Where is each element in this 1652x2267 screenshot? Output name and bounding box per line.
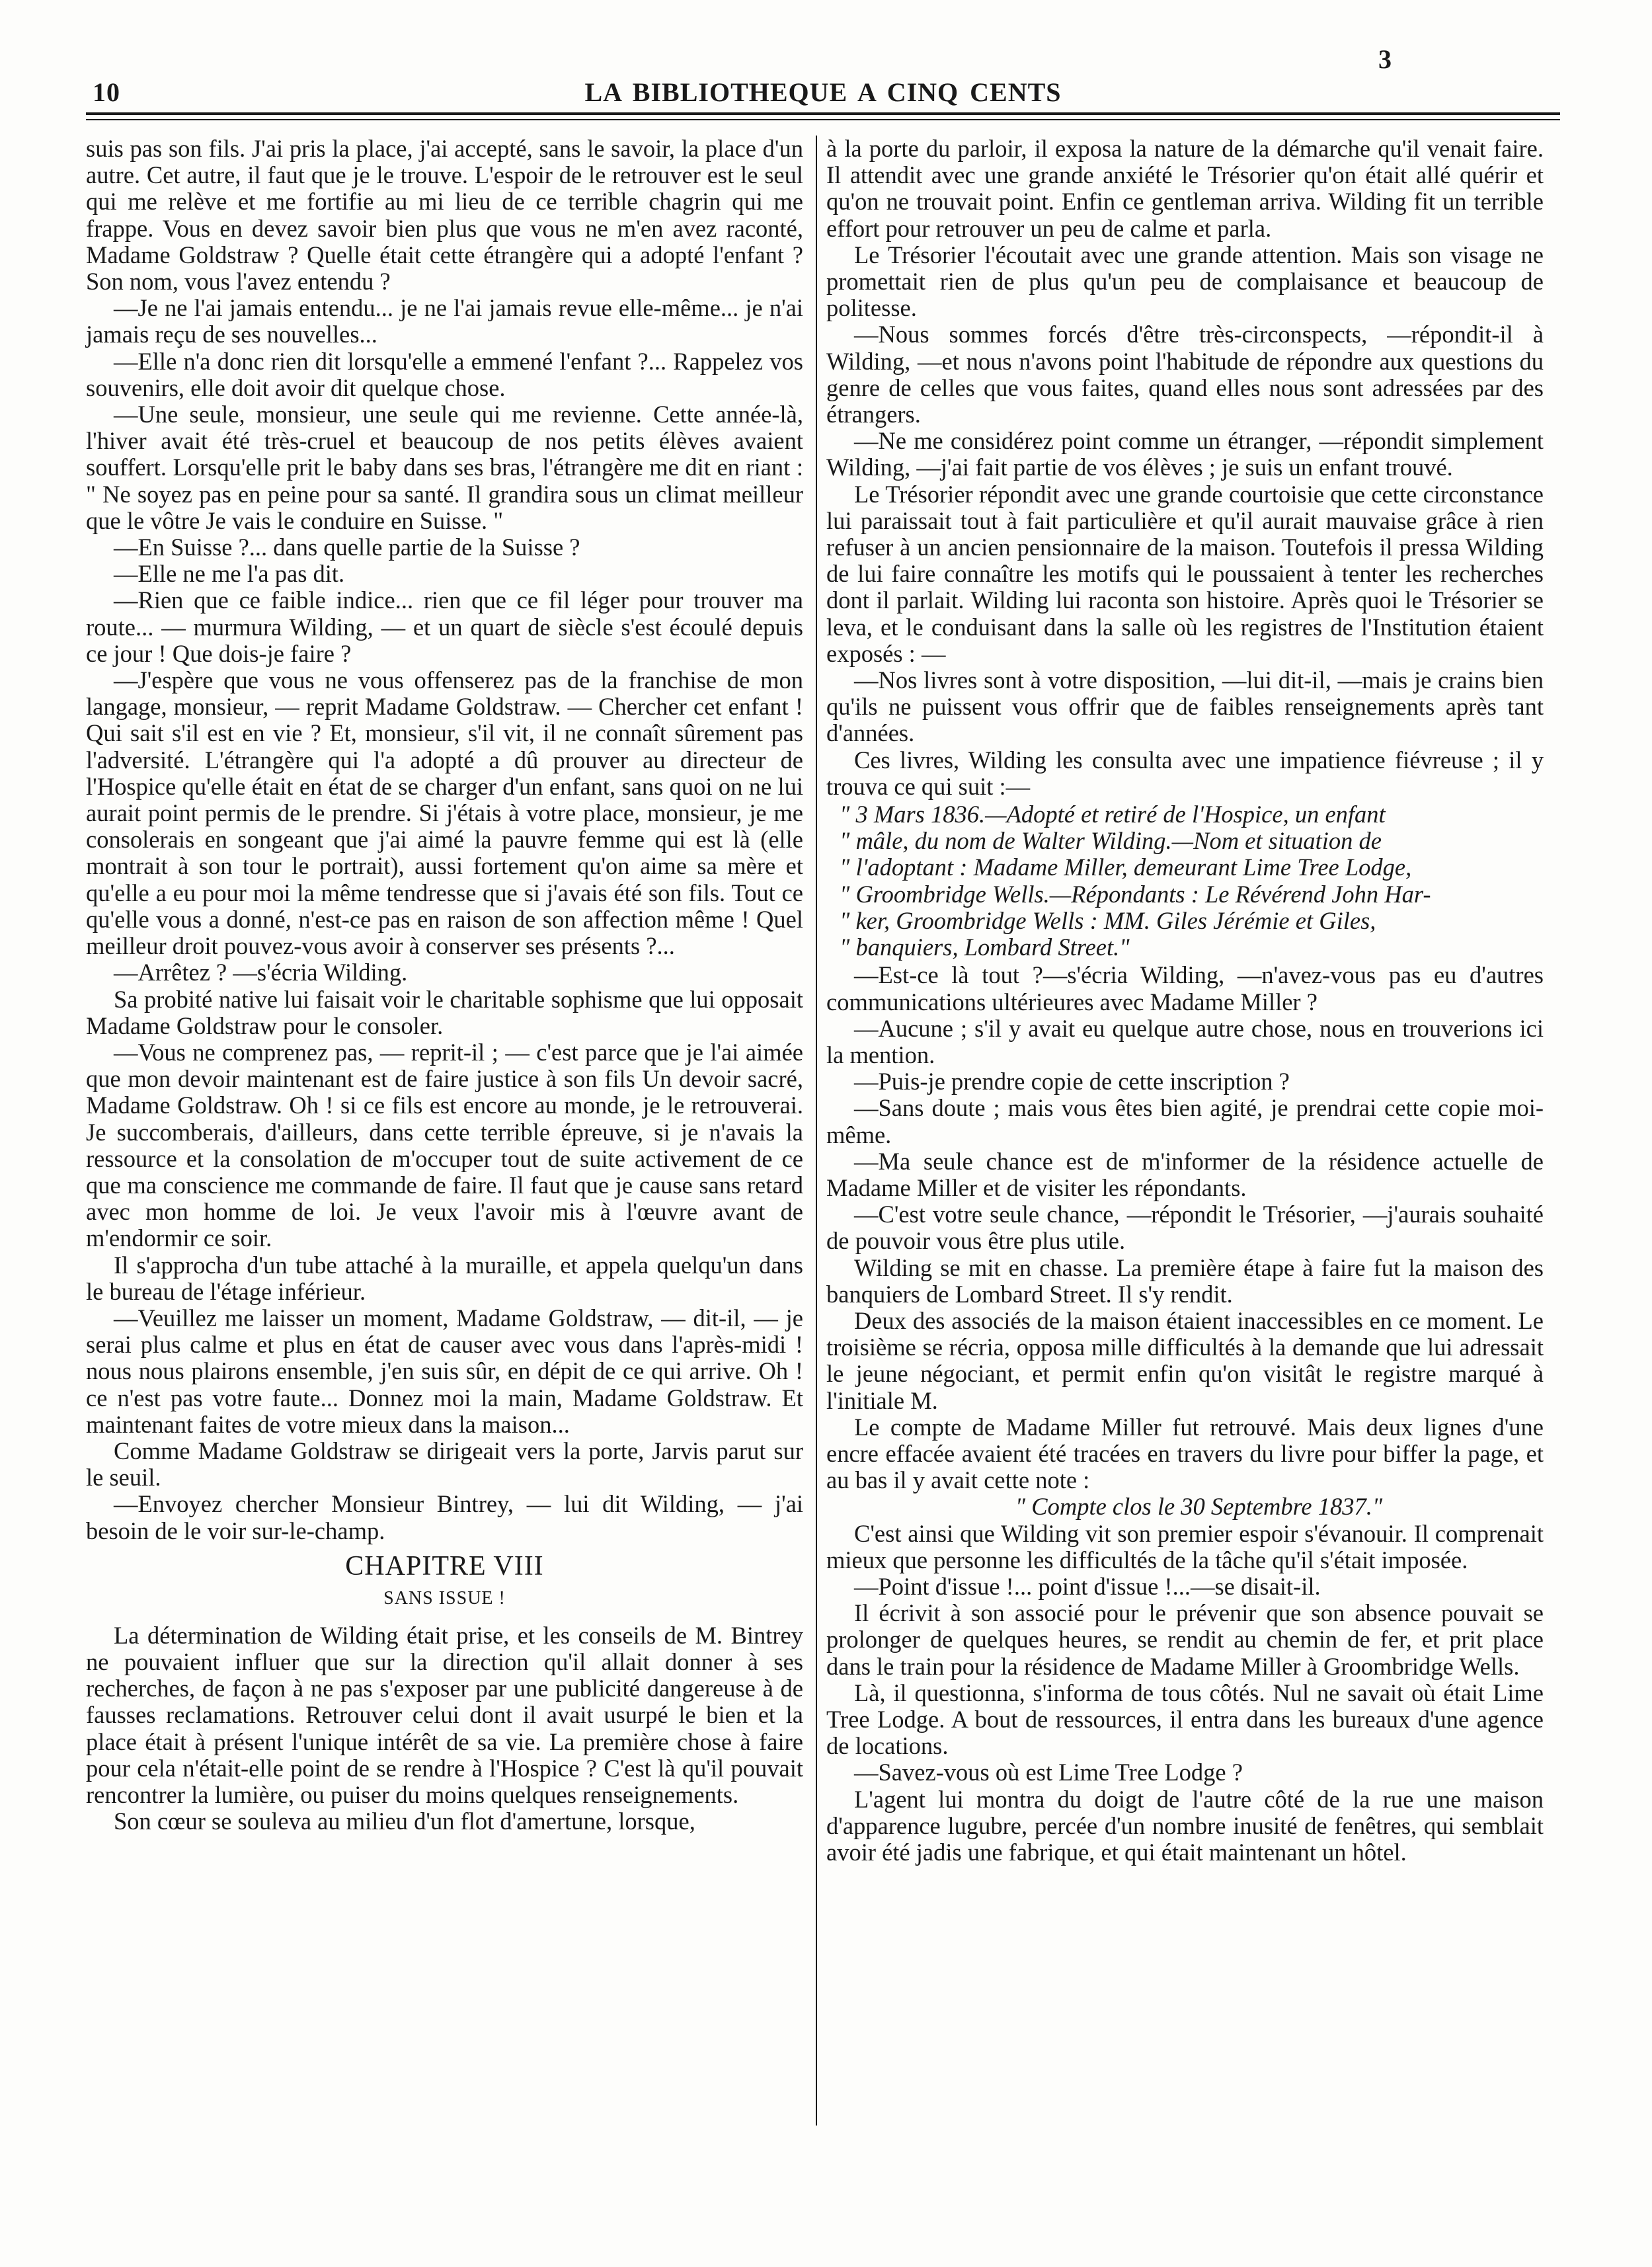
paragraph: —Elle ne me l'a pas dit. [114, 560, 345, 588]
paragraph: —J'espère que vous ne vous offenserez pas de la franchise de mon langage, monsieur, — reprit Madame Goldstraw. — Chercher cet enfant ! Qui sait s'il est en vie ? Et, monsieur, s'il vit, il ne connaît sûrement pas l'adversité. L'étrangère qui l'a adopté a dû prouver au directeur de l'Hospice qu'elle était en état de se charger d'un enfant, sans quoi on ne lui aurait point permis de le prendre. Si j'étais à votre place, monsieur, je me consolerais en songeant que j'ai aimé la pauvre femme qui est là (elle montrait à son tour le portrait), aussi fortement qu'on aime sa mère et qu'elle a eu pour moi la même tendresse que si j'avais été son fils. Tout ce qu'elle vous a donné, n'est-ce pas en raison de son affection même ! Quel meilleur droit pouvez-vous avoir à conserver ses présents ?... [86, 666, 803, 960]
paragraph: Là, il questionna, s'informa de tous côtés. Nul ne savait où était Lime Tree Lodge. A bout de ressources, il entra dans les bureaux d'une agence de locations. [826, 1679, 1544, 1760]
chapter-subtitle: SANS ISSUE ! [383, 1587, 506, 1609]
paragraph: —Ne me considérez point comme un étranger, —répondit simplement Wilding, —j'ai fait partie de vos élèves ; je suis un enfant trouvé. [826, 427, 1544, 481]
paragraph: L'agent lui montra du doigt de l'autre côté de la rue une maison d'apparence lugubre, percée d'un nombre inusité de fenêtres, qui semblait avoir été jadis une fabrique, et qui était maintenant un hôtel. [826, 1785, 1544, 1866]
paragraph: —C'est votre seule chance, —répondit le Trésorier, —j'aurais souhaité de pouvoir vous être plus utile. [826, 1201, 1544, 1255]
register-line: " Groombridge Wells.—Répondants : Le Révérend John Har- [840, 880, 1431, 908]
chapter-title: CHAPITRE VIII [345, 1550, 544, 1581]
register-line: " ker, Groombridge Wells : MM. Giles Jérémie et Giles, [840, 906, 1376, 934]
paragraph: Ces livres, Wilding les consulta avec une impatience fiévreuse ; il y trouva ce qui suit :— [826, 746, 1544, 800]
paragraph: Comme Madame Goldstraw se dirigeait vers la porte, Jarvis parut sur le seuil. [86, 1437, 803, 1491]
paragraph: —Sans doute ; mais vous êtes bien agité, je prendrai cette copie moi-même. [826, 1094, 1544, 1148]
paragraph: Deux des associés de la maison étaient inaccessibles en ce moment. Le troisième se récria, opposa mille difficultés à la demande que lui adressait le jeune négociant, et permit enfin qu'on visitât le registre marqué à l'initiale M. [826, 1306, 1544, 1414]
running-head [86, 71, 1560, 111]
paragraph: —Veuillez me laisser un moment, Madame Goldstraw, — dit-il, — je serai plus calme et plus en état de causer avec vous dans l'après-midi ! nous nous plairons ensemble, j'en suis sûr, en dépit de ce qui arrive. Oh ! ce n'est pas votre faute... Donnez moi la main, Madame Goldstraw. Et maintenant faites de votre mieux dans la maison... [86, 1304, 803, 1438]
paragraph: —Ma seule chance est de m'informer de la résidence actuelle de Madame Miller et de visiter les répondants. [826, 1147, 1544, 1201]
register-line: " l'adoptant : Madame Miller, demeurant Lime Tree Lodge, [840, 854, 1412, 881]
paragraph: —Une seule, monsieur, une seule qui me revienne. Cette année-là, l'hiver avait été très-cruel et beaucoup de nos petits élèves avaient souffert. Lorsqu'elle prit le baby dans ses bras, l'étrangère me dit en riant : " Ne soyez pas en peine pour sa santé. Il grandira sous un climat meilleur que le vôtre Je vais le conduire en Suisse. " [86, 401, 803, 534]
register-entry [826, 801, 1544, 961]
paragraph: —Point d'issue !... point d'issue !...—se disait-il. [854, 1572, 1321, 1600]
right-column [826, 136, 1544, 1866]
paragraph: La détermination de Wilding était prise, et les conseils de M. Bintrey ne pouvaient influer que sur la direction qu'il allait donner à ses recherches, de façon à ne pas s'exposer par une publicité dangereuse à de fausses reclamations. Retrouver celui dont il avait usurpé le bien et la place était à présent l'unique intérêt de sa vie. La première chose à faire pour cela n'était-elle point de se rendre à l'Hospice ? C'est là qu'il pouvait rencontrer la lumière, ou puiser du moins quelques renseignements. [86, 1621, 803, 1808]
paragraph: Wilding se mit en chasse. La première étape à faire fut la maison des banquiers de Lombard Street. Il s'y rendit. [826, 1253, 1544, 1308]
paragraph: —Je ne l'ai jamais entendu... je ne l'ai jamais revue elle-même... je n'ai jamais reçu de ses nouvelles... [86, 294, 803, 348]
paragraph: —Arrêtez ? —s'écria Wilding. [114, 959, 408, 986]
paragraph: —Rien que ce faible indice... rien que ce fil léger pour trouver ma route... — murmura Wilding, — et un quart de siècle s'est écoulé depuis ce jour ! Que dois-je faire ? [86, 586, 803, 667]
paragraph: —Nos livres sont à votre disposition, —lui dit-il, —mais je crains bien qu'ils ne puissent vous offrir que de faibles renseignements après tant d'années. [826, 666, 1544, 747]
page-number: 10 [93, 77, 120, 107]
paragraph: Il écrivit à son associé pour le prévenir que son absence pouvait se prolonger de quelques heures, se rendit au chemin de fer, et prit place dans le train pour la résidence de Madame Miller à Groombridge Wells. [826, 1599, 1544, 1680]
paragraph: Le Trésorier l'écoutait avec une grande attention. Mais son visage ne promettait rien de plus qu'un peu de complaisance et beaucoup de politesse. [826, 241, 1544, 322]
paragraph: C'est ainsi que Wilding vit son premier espoir s'évanouir. Il comprenait mieux que personne les difficultés de la tâche qu'il s'était imposée. [826, 1519, 1544, 1573]
register-line: " mâle, du nom de Walter Wilding.—Nom et situation de [840, 827, 1382, 855]
paragraph: suis pas son fils. J'ai pris la place, j'ai accepté, sans le savoir, la place d'un autre. Cet autre, il faut que je le trouve. L'espoir de le retrouver est le seul qui me relève et me fortifie au mi lieu de ce terrible chagrin qui me frappe. Vous en devez savoir bien plus que vous ne m'en avez raconté, Madame Goldstraw ? Quelle était cette étrangère qui a adopté l'enfant ? Son nom, vous l'avez entendu ? [86, 135, 803, 296]
paragraph: Le compte de Madame Miller fut retrouvé. Mais deux lignes d'une encre effacée avaient été tracées en travers du livre pour biffer la page, et au bas il y avait cette note : [826, 1413, 1544, 1494]
paragraph: —Aucune ; s'il y avait eu quelque autre chose, nous en trouverions ici la mention. [826, 1014, 1544, 1068]
paragraph: —Nous sommes forcés d'être très-circonspects, —répondit-il à Wilding, —et nous n'avons point l'habitude de répondre aux questions du genre de celles que vous faites, quand elles nous sont adressées par des étrangers. [826, 321, 1544, 428]
paragraph: Le Trésorier répondit avec une grande courtoisie que cette circonstance lui paraissait tout à fait particulière et qu'il aurait mauvaise grâce à rien refuser à un ancien pensionnaire de la maison. Toutefois il pressa Wilding de lui faire connaître les motifs qui le poussaient à tenter les recherches dont il parlait. Wilding lui raconta son histoire. Après quoi le Trésorier se leva, et le conduisant dans la salle où les registres de l'Institution étaient exposés : — [826, 480, 1544, 667]
column-divider [816, 136, 817, 2126]
paragraph: —Est-ce là tout ?—s'écria Wilding, —n'avez-vous pas eu d'autres communications ultérieures avec Madame Miller ? [826, 961, 1544, 1015]
paragraph: à la porte du parloir, il exposa la nature de la démarche qu'il venait faire. Il attendit avec une grande anxiété le Trésorier qu'on était allé quérir et qu'on ne trouvait point. Enfin ce gentleman arriva. Wilding fit un terrible effort pour retrouver un peu de calme et parla. [826, 135, 1544, 242]
paragraph: Son cœur se souleva au milieu d'un flot d'amertune, lorsque, [114, 1808, 695, 1835]
paragraph: —Savez-vous où est Lime Tree Lodge ? [854, 1759, 1243, 1786]
paragraph: —En Suisse ?... dans quelle partie de la Suisse ? [114, 534, 580, 561]
header-rule-thin [86, 119, 1560, 120]
paragraph: —Vous ne comprenez pas, — reprit-il ; — c'est parce que je l'ai aimée que mon devoir maintenant est de faire justice à son fils Un devoir sacré, Madame Goldstraw. Oh ! si ce fils est encore au monde, je le retrouverai. Je succomberais, d'ailleurs, dans cette terrible épreuve, si je n'avais la ressource et la consolation de m'occuper tout de suite activement de ce que ma conscience me commande de faire. Il faut que je cause sans retard avec mon homme de loi. Je veux l'avoir mis à l'œuvre avant de m'endormir ce soir. [86, 1038, 803, 1252]
register-line: " banquiers, Lombard Street." [840, 934, 1130, 961]
paragraph: —Envoyez chercher Monsieur Bintrey, — lui dit Wilding, — j'ai besoin de le voir sur-le-champ. [86, 1490, 803, 1544]
corner-mark: 3 [1378, 44, 1392, 74]
header-rule [86, 112, 1560, 115]
account-note: " Compte clos le 30 Septembre 1837." [1015, 1493, 1383, 1521]
paragraph: Il s'approcha d'un tube attaché à la muraille, et appela quelqu'un dans le bureau de l'étage inférieur. [86, 1251, 803, 1305]
paragraph: —Elle n'a donc rien dit lorsqu'elle a emmené l'enfant ?... Rappelez vos souvenirs, elle doit avoir dit quelque chose. [86, 347, 803, 401]
publication-title: LA BIBLIOTHEQUE A CINQ CENTS [584, 77, 1062, 107]
paragraph: —Puis-je prendre copie de cette inscription ? [854, 1068, 1290, 1095]
register-line: " 3 Mars 1836.—Adopté et retiré de l'Hospice, un enfant [840, 801, 1386, 828]
paragraph: Sa probité native lui faisait voir le charitable sophisme que lui opposait Madame Goldstraw pour le consoler. [86, 985, 803, 1039]
left-column [86, 136, 803, 1835]
